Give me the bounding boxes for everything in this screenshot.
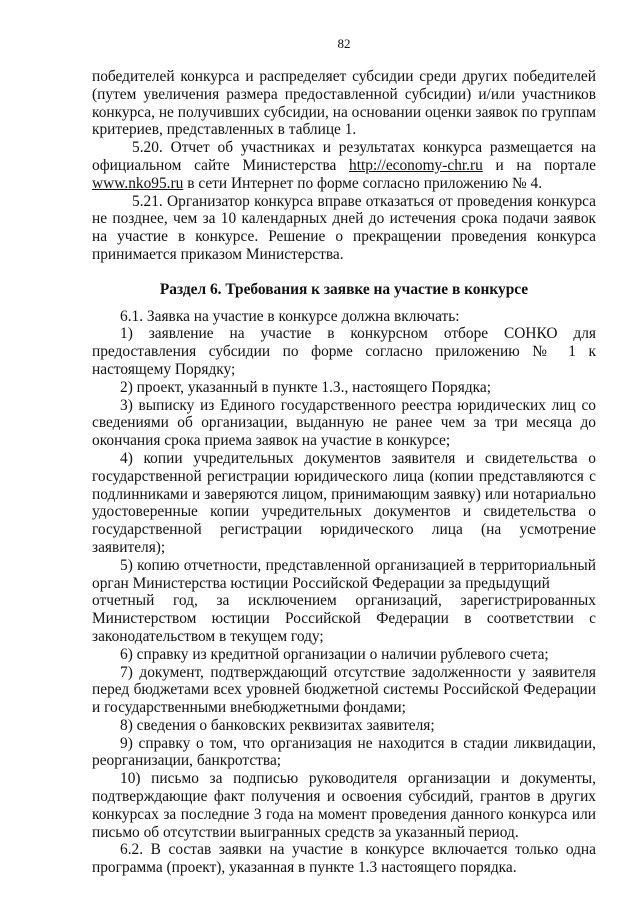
ministry-site-link[interactable]: http://economy-chr.ru xyxy=(349,156,483,174)
paragraph-5-21: 5.21. Организатор конкурса вправе отказаться от проведения конкурса не позднее, чем за 10 календарных дней до истечения срока подачи заявок на участие в конкурсе. Решение о прекращении проведения конкурса принимается приказом Министерства. xyxy=(92,192,596,263)
section-6-heading: Раздел 6. Требования к заявке на участие в конкурсе xyxy=(159,280,529,298)
list-item-5-word: зарегистрированных xyxy=(460,592,596,610)
list-item-5-word: исключением xyxy=(248,592,337,610)
nko-portal-link[interactable]: www.nko95.ru xyxy=(92,174,184,192)
list-item-7: 7) документ, подтверждающий отсутствие задолженности у заявителя перед бюджетами всех уровней бюджетной системы Российской Федерации и государственными внебюджетными фондами; xyxy=(92,663,596,717)
page-number: 82 xyxy=(337,36,351,51)
list-item-5-end: Министерством юстиции Российской Федерации в соответствии с законодательством в текущем году; xyxy=(92,610,596,645)
list-item-5 xyxy=(92,557,596,646)
list-item-1: 1) заявление на участие в конкурсном отборе СОНКО для предоставления субсидии по форме согласно приложению № 1 к настоящему Порядку; xyxy=(92,325,596,378)
list-item-2: 2) проект, указанный в пункте 1.3., настоящего Порядка; xyxy=(120,378,491,396)
document-page xyxy=(92,36,596,877)
item-6-2: 6.2. В состав заявки на участие в конкурсе включается только одна программа (проект), указанная в пункте 1.3 настоящего порядка. xyxy=(92,841,596,877)
list-item-5-word: отчетный xyxy=(92,592,155,610)
list-item-5-word: организаций, xyxy=(355,592,442,610)
list-item-4: 4) копии учредительных документов заявителя и свидетельства о государственной регистрации юридического лица (копии представляются с подлинниками и заверяются лицом, принимающим заявку) или нотариально удостоверенные копии учредительных документов и свидетельства о государственной регистрации юридического лица (на усмотрение заявителя); xyxy=(92,449,596,556)
list-item-5-start: 5) копию отчетности, представленной организацией в территориальный орган Министерства юстиции Российской Федерации за предыдущий xyxy=(92,556,596,592)
paragraph-5-20-end: в сети Интернет по форме согласно приложению № 4. xyxy=(187,174,543,192)
list-item-10: 10) письмо за подписью руководителя организации и документы, подтверждающие факт получения и освоения субсидий, грантов в других конкурсах за последние 3 года на момент проведения данного конкурса или письмо об отсутствии выигранных средств за указанный период. xyxy=(92,770,596,841)
paragraph-continuation: победителей конкурса и распределяет субсидии среди других победителей (путем увеличения размера предоставленной субсидии) и/или участников конкурса, не получивших субсидии, на основании оценки заявок по группам критериев, представленных в таблице 1. xyxy=(92,68,596,139)
paragraph-5-20-text: 5.20. Отчет об участниках и результатах конкурса размещается на официальном сайте Министерства xyxy=(92,139,596,174)
paragraph-5-20 xyxy=(92,139,596,192)
list-item-9: 9) справку о том, что организация не находится в стадии ликвидации, реорганизации, банкротства; xyxy=(92,734,596,770)
list-item-5-word: за xyxy=(216,592,230,610)
list-item-8: 8) сведения о банковских реквизитах заявителя; xyxy=(120,716,435,734)
paragraph-5-20-mid: и на портале xyxy=(495,156,596,174)
item-6-1: 6.1. Заявка на участие в конкурсе должна включать: xyxy=(120,307,460,325)
list-item-6: 6) справку из кредитной организации о наличии рублевого счета; xyxy=(120,645,549,663)
list-item-3: 3) выписку из Единого государственного реестра юридических лиц со сведениями об организации, выданную не ранее чем за три месяца до окончания срока приема заявок на участие в конкурсе; xyxy=(92,396,596,450)
list-item-5-spread-line xyxy=(92,592,596,610)
list-item-5-word: год, xyxy=(172,592,198,610)
